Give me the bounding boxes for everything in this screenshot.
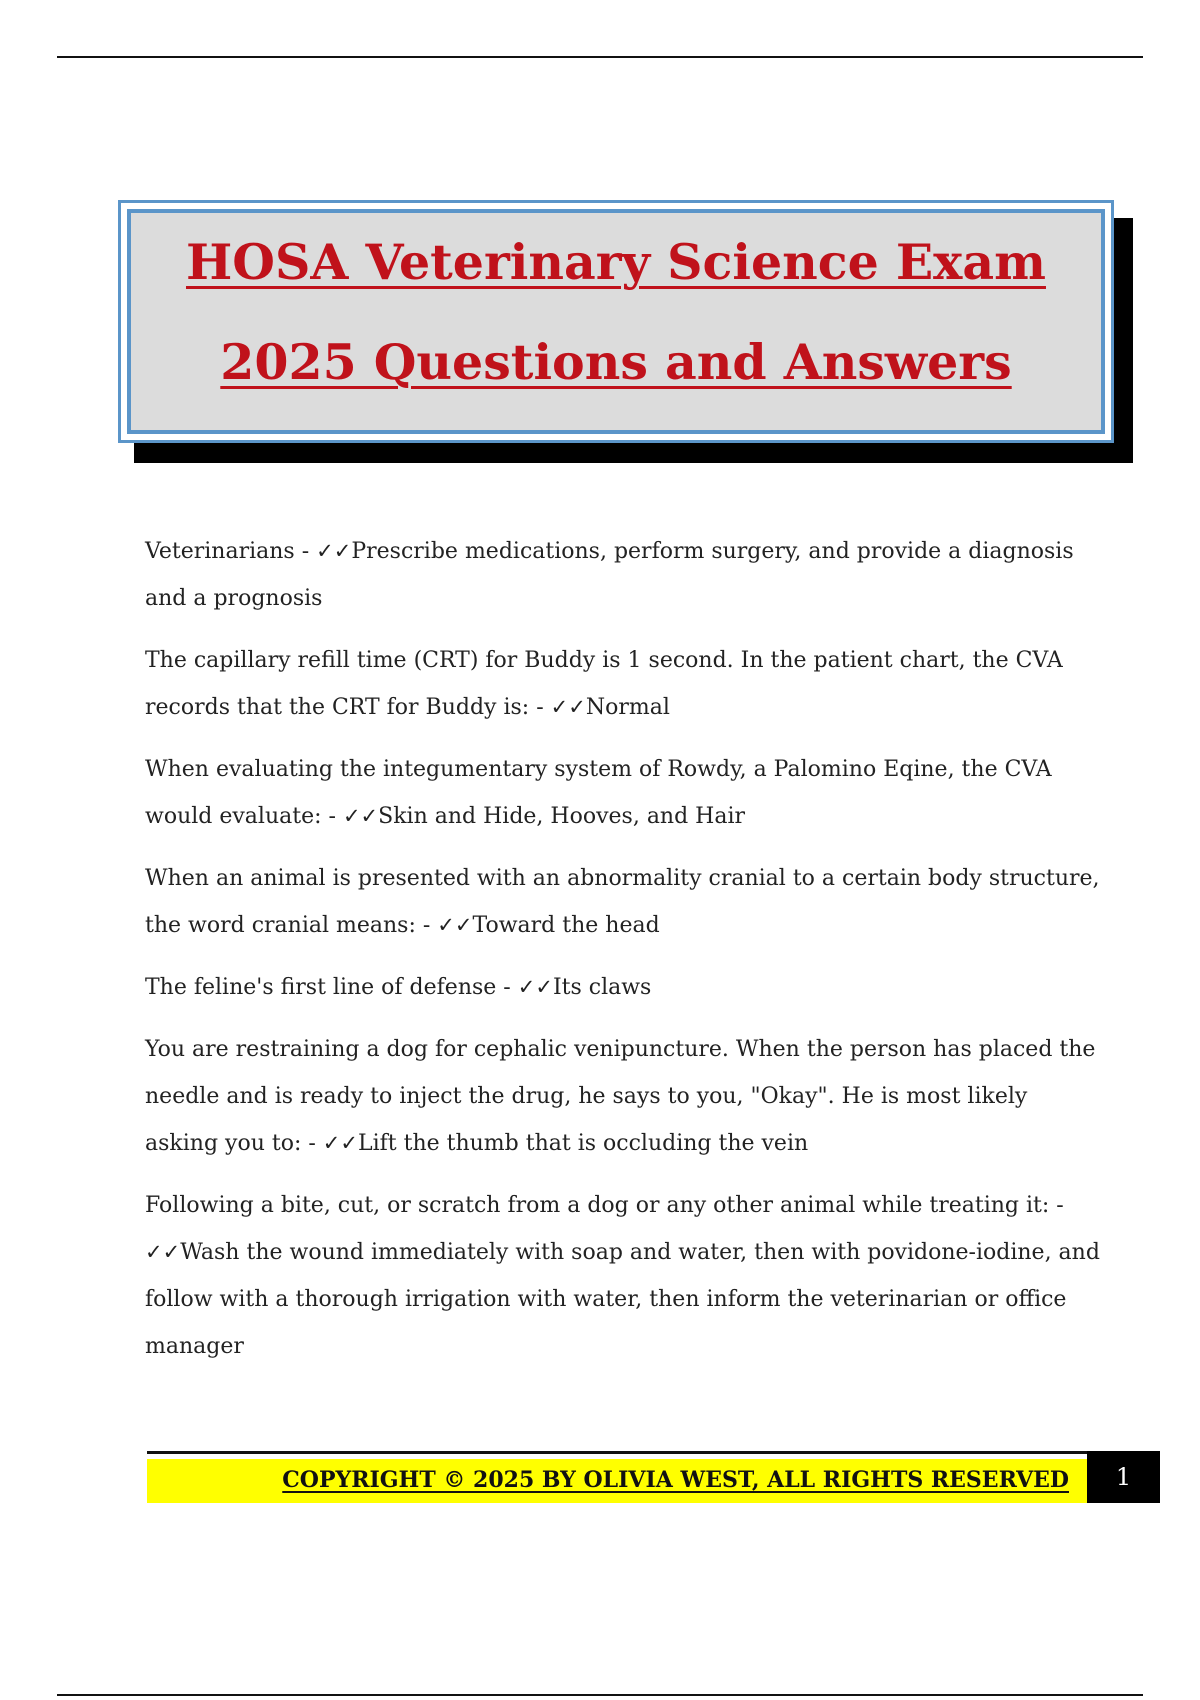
- qa-item: [145, 1026, 1105, 1167]
- title-line-1: HOSA Veterinary Science Exam: [186, 233, 1046, 291]
- question-text: The capillary refill time (CRT) for Buddy is 1 second. In the patient chart, the CVA records that the CRT for Buddy is: -: [145, 648, 1063, 720]
- question-text: Following a bite, cut, or scratch from a dog or any other animal while treating it: -: [145, 1193, 1064, 1218]
- check-icon: ✓✓: [342, 804, 379, 828]
- copyright-text: COPYRIGHT © 2025 BY OLIVIA WEST, ALL RIGHTS RESERVED: [282, 1467, 1069, 1493]
- question-text: When evaluating the integumentary system of Rowdy, a Palomino Eqine, the CVA would evaluate: -: [145, 757, 1052, 829]
- qa-item: [145, 637, 1105, 731]
- answer-text: Prescribe medications, perform surgery, and provide a diagnosis and a prognosis: [145, 539, 1074, 611]
- qa-list: [145, 528, 1105, 1385]
- check-icon: ✓✓: [437, 913, 473, 937]
- answer-text: Toward the head: [472, 913, 660, 938]
- check-icon: ✓✓: [145, 1240, 181, 1264]
- qa-item: [145, 746, 1105, 840]
- top-rule: [57, 56, 1143, 58]
- answer-text: Its claws: [552, 975, 652, 1000]
- qa-item: [145, 855, 1105, 949]
- bottom-rule: [57, 1694, 1143, 1696]
- check-icon: ✓✓: [316, 539, 352, 563]
- qa-item: [145, 528, 1105, 622]
- answer-text: Normal: [585, 695, 670, 720]
- answer-text: Lift the thumb that is occluding the vein: [357, 1131, 809, 1156]
- question-text: When an animal is presented with an abnormality cranial to a certain body structure, the word cranial means: -: [145, 866, 1100, 938]
- check-icon: ✓✓: [517, 975, 553, 999]
- question-text: Veterinarians -: [145, 539, 317, 564]
- check-icon: ✓✓: [550, 695, 586, 719]
- question-text: The feline's first line of defense -: [145, 975, 518, 1000]
- page-number: 1: [1087, 1451, 1160, 1503]
- check-icon: ✓✓: [322, 1131, 358, 1155]
- question-text: You are restraining a dog for cephalic venipuncture. When the person has placed the needle and is ready to inject the drug, he says to you, "Okay". He is most likely asking you to: -: [145, 1037, 1096, 1156]
- title-box: [118, 200, 1114, 443]
- title-line-2: 2025 Questions and Answers: [220, 333, 1012, 391]
- footer-rule: [147, 1451, 1087, 1454]
- answer-text: Skin and Hide, Hooves, and Hair: [378, 804, 746, 829]
- qa-item: [145, 1182, 1105, 1370]
- answer-text: Wash the wound immediately with soap and water, then with povidone-iodine, and follow with a thorough irrigation with water, then inform the veterinarian or office manager: [145, 1240, 1100, 1359]
- title-box-inner: [127, 209, 1105, 434]
- qa-item: [145, 964, 1105, 1011]
- footer-copyright-bar: [147, 1459, 1087, 1503]
